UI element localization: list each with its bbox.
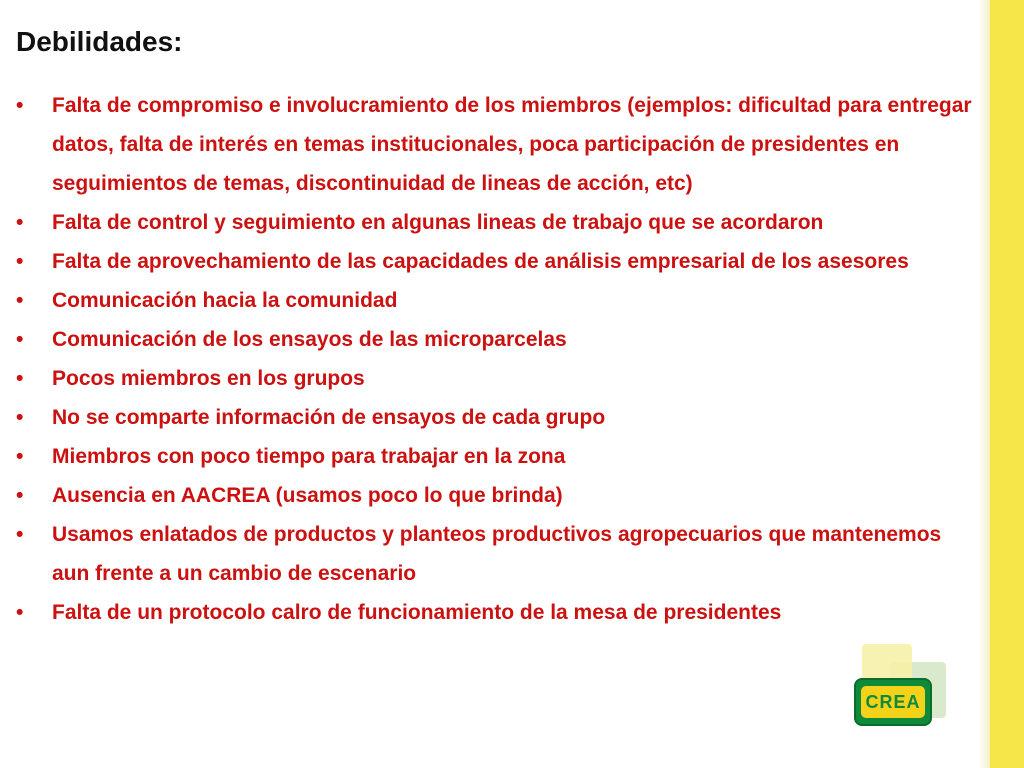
logo-badge <box>854 678 932 726</box>
bullet-item <box>16 86 976 203</box>
bullet-text: Ausencia en AACREA (usamos poco lo que brinda) <box>52 484 563 507</box>
bullet-text: Falta de control y seguimiento en algunas lineas de trabajo que se acordaron <box>52 211 824 234</box>
logo-text: CREA <box>861 686 925 718</box>
slide-title: Debilidades: <box>16 26 183 57</box>
bullet-text: Falta de aprovechamiento de las capacidades de análisis empresarial de los asesores <box>52 250 909 273</box>
right-accent-band <box>990 0 1024 768</box>
bullet-item <box>16 281 976 320</box>
bullet-text: Usamos enlatados de productos y planteos productivos agropecuarios que mantenemos aun frente a un cambio de escenario <box>52 523 942 585</box>
bullet-text: Falta de compromiso e involucramiento de los miembros (ejemplos: dificultad para entregar datos, falta de interés en temas institucionales, poca participación de presidentes en seguimientos de temas, discontinuidad de lineas de acción, etc) <box>52 94 972 195</box>
crea-logo <box>850 640 970 740</box>
bullet-text: Comunicación hacia la comunidad <box>52 289 398 312</box>
bullet-dot-icon: • <box>16 250 24 273</box>
bullet-dot-icon: • <box>16 406 24 429</box>
bullet-item <box>16 476 976 515</box>
bullet-dot-icon: • <box>16 484 24 507</box>
bullet-item <box>16 593 976 632</box>
bullet-item <box>16 242 976 281</box>
bullet-item <box>16 515 976 593</box>
bullet-text: Falta de un protocolo calro de funcionamiento de la mesa de presidentes <box>52 601 782 624</box>
bullet-dot-icon: • <box>16 211 24 234</box>
bullet-item <box>16 359 976 398</box>
bullet-dot-icon: • <box>16 94 24 117</box>
bullet-item <box>16 437 976 476</box>
bullet-text: No se comparte información de ensayos de cada grupo <box>52 406 606 429</box>
bullet-dot-icon: • <box>16 289 24 312</box>
bullet-text: Comunicación de los ensayos de las microparcelas <box>52 328 567 351</box>
bullet-dot-icon: • <box>16 523 24 546</box>
bullet-dot-icon: • <box>16 601 24 624</box>
bullet-item <box>16 398 976 437</box>
bullet-list <box>16 86 976 632</box>
bullet-dot-icon: • <box>16 328 24 351</box>
right-edge-shadow <box>978 0 990 768</box>
bullet-dot-icon: • <box>16 445 24 468</box>
bullet-dot-icon: • <box>16 367 24 390</box>
bullet-item <box>16 203 976 242</box>
bullet-item <box>16 320 976 359</box>
bullet-text: Pocos miembros en los grupos <box>52 367 365 390</box>
bullet-text: Miembros con poco tiempo para trabajar en la zona <box>52 445 566 468</box>
